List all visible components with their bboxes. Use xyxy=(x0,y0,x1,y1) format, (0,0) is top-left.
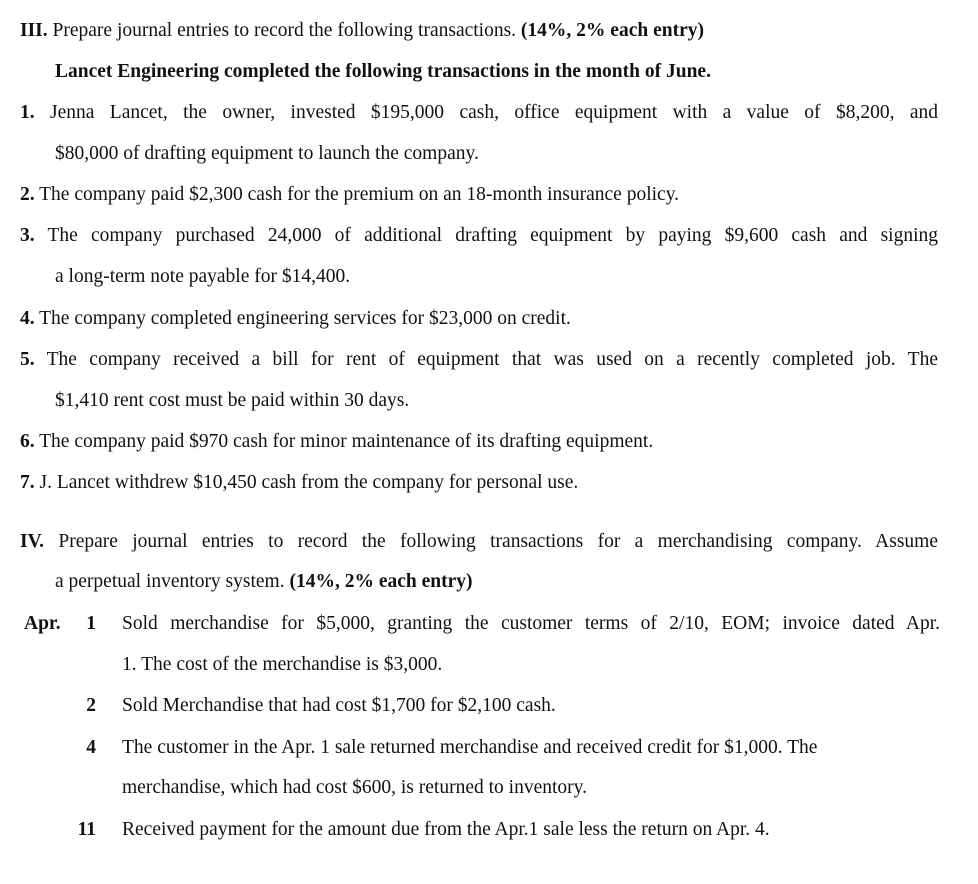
section3-company-line: Lancet Engineering completed the following transactions in the month of June. xyxy=(55,61,711,82)
item-number: 1. xyxy=(20,102,35,123)
month-label: Apr. xyxy=(24,613,61,634)
section4-heading xyxy=(20,530,938,554)
section4-heading-line2: a perpetual inventory system. xyxy=(55,571,290,592)
item-number: 6. xyxy=(20,431,35,452)
section3-number: III. xyxy=(20,20,48,41)
section4-number: IV. xyxy=(20,531,45,552)
list-item xyxy=(20,307,571,331)
item-text-continued: $1,410 rent cost must be paid within 30 days. xyxy=(55,390,410,411)
item-text: Jenna Lancet, the owner, invested $195,000 cash, office equipment with a value of $8,200, and xyxy=(34,102,938,123)
entry-text-continued: 1. The cost of the merchandise is $3,000. xyxy=(122,654,443,675)
list-item xyxy=(20,224,938,248)
entry-text-continued: merchandise, which had cost $600, is returned to inventory. xyxy=(122,777,587,798)
section3-heading xyxy=(20,19,704,43)
entry-day: 11 xyxy=(77,819,96,840)
list-item xyxy=(20,101,938,125)
section4-heading-text: Prepare journal entries to record the following transactions for a merchandising company. Assume xyxy=(44,531,938,552)
item-text: The company completed engineering services for $23,000 on credit. xyxy=(34,308,571,329)
entry-day: 1 xyxy=(86,613,96,634)
list-item xyxy=(20,430,653,454)
section4-points: (14%, 2% each entry) xyxy=(289,571,473,592)
entry-text: The customer in the Apr. 1 sale returned merchandise and received credit for $1,000. The xyxy=(122,737,818,758)
item-text: The company purchased 24,000 of additional drafting equipment by paying $9,600 cash and signing xyxy=(34,225,938,246)
item-text-continued: $80,000 of drafting equipment to launch the company. xyxy=(55,143,479,164)
list-item xyxy=(20,348,938,372)
section3-heading-text: Prepare journal entries to record the following transactions. xyxy=(47,20,521,41)
item-number: 7. xyxy=(20,472,35,493)
item-number: 4. xyxy=(20,308,35,329)
list-item xyxy=(20,471,578,495)
item-number: 3. xyxy=(20,225,35,246)
item-text: The company paid $970 cash for minor maintenance of its drafting equipment. xyxy=(34,431,654,452)
entry-day: 2 xyxy=(86,695,96,716)
section3-points: (14%, 2% each entry) xyxy=(520,20,704,41)
item-number: 2. xyxy=(20,184,35,205)
item-number: 5. xyxy=(20,349,35,370)
entry-day: 4 xyxy=(86,737,96,758)
entry-text: Sold Merchandise that had cost $1,700 for $2,100 cash. xyxy=(122,695,556,716)
item-text: J. Lancet withdrew $10,450 cash from the company for personal use. xyxy=(34,472,579,493)
item-text: The company paid $2,300 cash for the premium on an 18-month insurance policy. xyxy=(34,184,680,205)
entry-text: Received payment for the amount due from the Apr.1 sale less the return on Apr. 4. xyxy=(122,819,770,840)
item-text: The company received a bill for rent of equipment that was used on a recently completed job. The xyxy=(34,349,938,370)
list-item xyxy=(20,183,679,207)
entry-text: Sold merchandise for $5,000, granting the customer terms of 2/10, EOM; invoice dated Apr. xyxy=(122,613,940,634)
section4-heading-continued xyxy=(55,570,473,594)
item-text-continued: a long-term note payable for $14,400. xyxy=(55,266,351,287)
